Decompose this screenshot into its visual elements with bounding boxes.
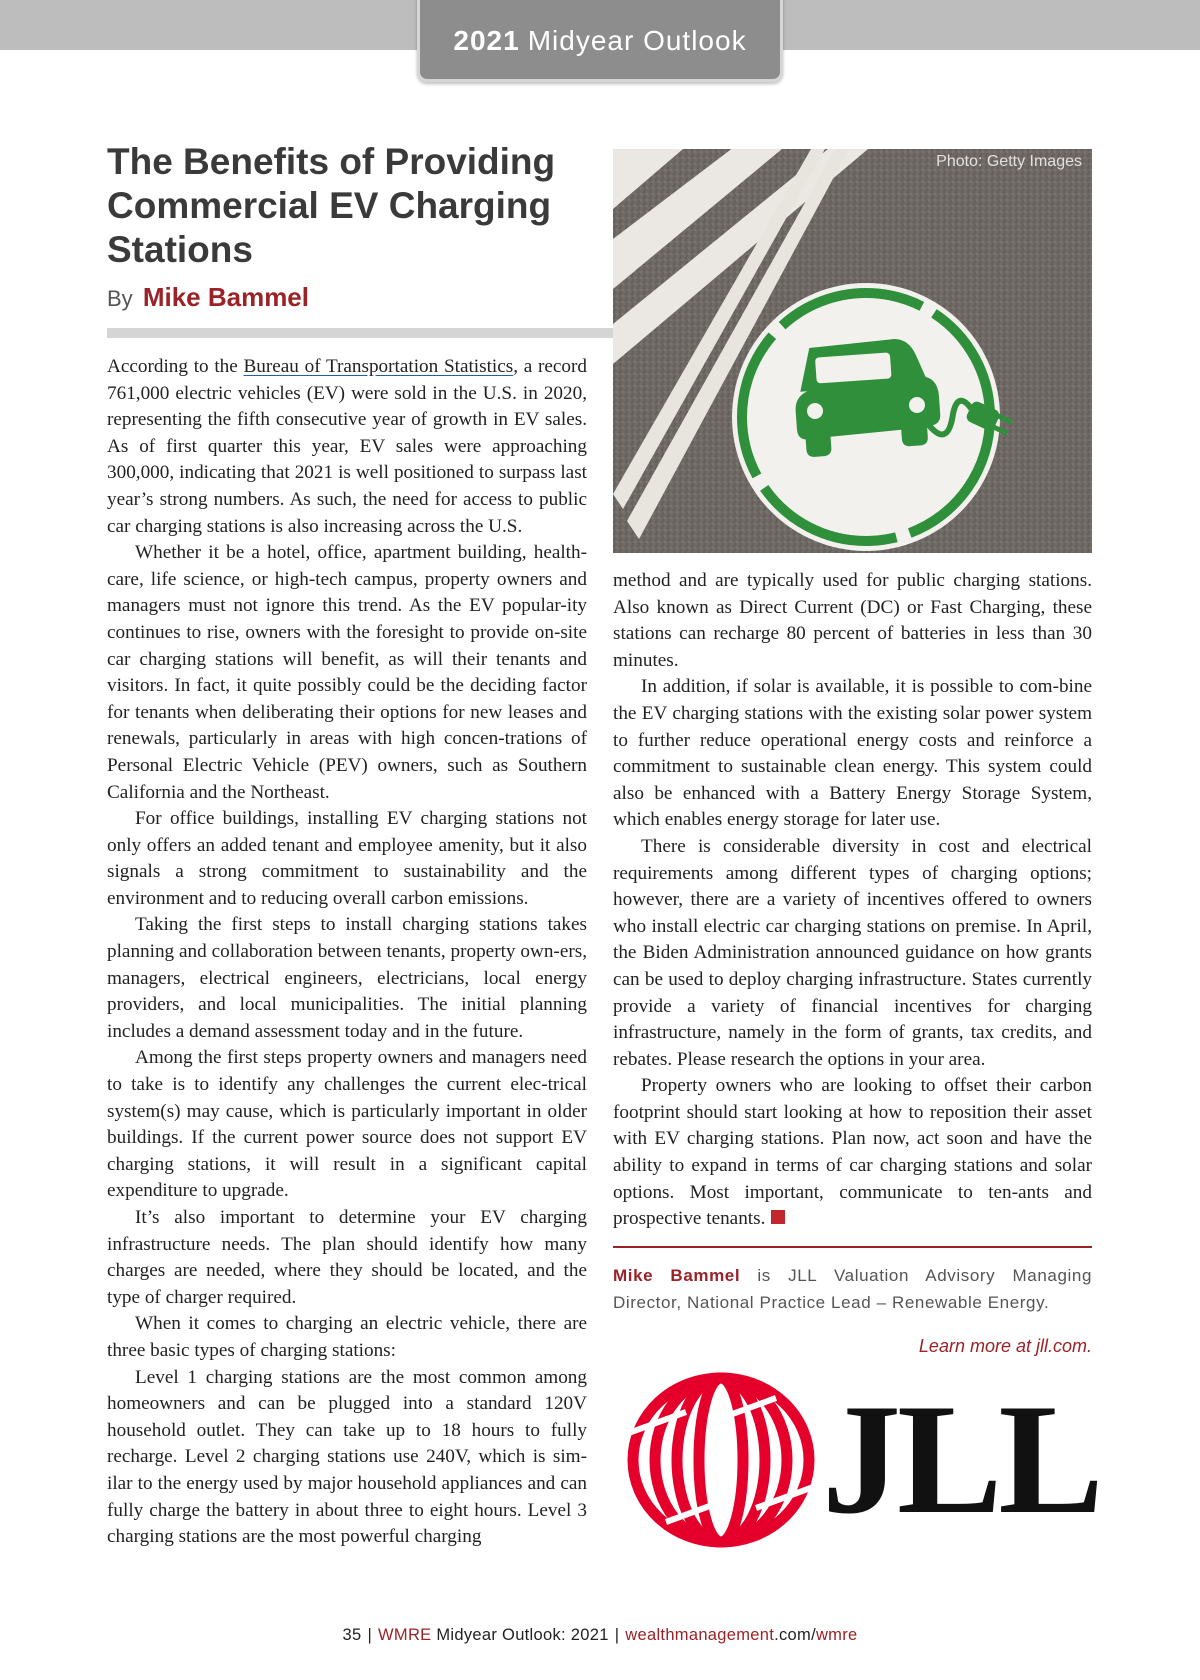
photo-credit: Photo: Getty Images <box>936 153 1082 170</box>
footer-brand: WMRE <box>378 1626 432 1644</box>
byline <box>107 282 309 313</box>
bts-link[interactable]: Bureau of Transportation Statistics <box>243 356 514 377</box>
footer-publication: Midyear Outlook: 2021 <box>436 1626 609 1644</box>
tab-label: Midyear Outlook <box>527 25 747 56</box>
paragraph-7: When it comes to charging an electric vehicle, there are three basic types of charging stations: <box>107 1313 587 1361</box>
article-column-right <box>613 568 1092 1233</box>
page-number: 35 <box>342 1626 362 1644</box>
end-mark-icon <box>771 1210 785 1224</box>
section-tab <box>417 0 783 82</box>
tab-year: 2021 <box>453 25 520 56</box>
ev-charging-photo <box>613 149 1092 553</box>
article-title: The Benefits of Providing Commercial EV Charging Stations <box>107 141 556 270</box>
paragraph-4: Taking the first steps to install charging stations takes planning and collaboration between tenants, property own-ers, managers, electrical engineers, electricians, local energy providers, and local municipalities. The initial planning includes a demand assessment today and in the future. <box>107 914 587 1042</box>
author-bio <box>613 1262 1092 1316</box>
paragraph-11: Property owners who are looking to offset their carbon footprint should start looking at how to reposition their asset with EV charging stations. Plan now, act soon and have the ability to expand in terms of car charging stations and solar options. Most important, communicate to ten-ants and prospective tenants. <box>613 1075 1092 1230</box>
jll-logo-text: JLL <box>822 1372 1100 1547</box>
bio-name: Mike Bammel <box>613 1266 741 1285</box>
learn-more-link[interactable]: Learn more at jll.com. <box>918 1336 1092 1356</box>
byline-label: By <box>107 286 133 311</box>
paragraph-8-continued: method and are typically used for public charging stations. Also known as Direct Current (DC) or Fast Charging, these stations can recharge 80 percent of batteries in less than 30 minutes. <box>613 570 1092 671</box>
bio-divider <box>613 1246 1092 1248</box>
page-footer: 35 | WMRE Midyear Outlook: 2021 | wealthmanagement.com/wmre <box>342 1626 858 1644</box>
bio-text: is JLL Valuation Advisory Managing Director, National Practice Lead – Renewable Energy. <box>613 1266 1092 1312</box>
paragraph-9: In addition, if solar is available, it is possible to com-bine the EV charging stations with the existing solar power system to further reduce operational energy costs and reinforce a commitment to sustainable clean energy. This system could also be enhanced with a Battery Energy Storage System, which enables energy storage for later use. <box>613 676 1092 831</box>
paragraph-1: According to the Bureau of Transportation Statistics, a record 761,000 electric vehicles (EV) were sold in the U.S. in 2020, representing the fifth consecutive year of growth in EV sales. As of first quarter this year, EV sales were approaching 300,000, indicating that 2021 is well positioned to surpass last year’s strong numbers. As such, the need for access to public car charging stations is also increasing across the U.S. <box>107 356 587 537</box>
ev-parking-illustration <box>613 149 1092 553</box>
jll-logo <box>626 1372 1100 1548</box>
article-column-left <box>107 354 587 1551</box>
paragraph-5: Among the first steps property owners and managers need to take is to identify any challenges the current elec-trical system(s) may cause, which is particularly important in older buildings. If the current power source does not support EV charging stations, it will result in a significant capital expenditure to upgrade. <box>107 1047 587 1202</box>
jll-logo-mark <box>626 1372 816 1548</box>
paragraph-8: Level 1 charging stations are the most common among homeowners and can be plugged into a standard 120V household outlet. They can take up to 18 hours to fully recharge. Level 2 charging stations use 240V, which is sim-ilar to the energy used by major household appliances and can fully charge the battery in about three to eight hours. Level 3 charging stations are the most powerful charging <box>107 1366 587 1548</box>
paragraph-6: It’s also important to determine your EV charging infrastructure needs. The plan should identify how many charges are needed, where they should be located, and the type of charger required. <box>107 1207 587 1308</box>
title-divider <box>107 328 615 338</box>
paragraph-10: There is considerable diversity in cost and electrical requirements among different types of charging options; however, there are a variety of incentives offered to owners who install electric car charging stations on premise. In April, the Biden Administration announced guidance on how grants can be used to deploy charging infrastructure. States currently provide a variety of financial incentives for charging infrastructure, namely in the form of grants, tax credits, and rebates. Please research the options in your area. <box>613 835 1092 1070</box>
byline-author: Mike Bammel <box>142 282 309 312</box>
paragraph-3: For office buildings, installing EV charging stations not only offers an added tenant and employee amenity, but it also signals a strong commitment to sustainability and the environment and to reducing overall carbon emissions. <box>107 808 587 909</box>
paragraph-2: Whether it be a hotel, office, apartment building, health-care, life science, or high-tech campus, property owners and managers must not ignore this trend. As the EV popular-ity continues to rise, owners with the foresight to provide on-site car charging stations will benefit, as will their tenants and visitors. In fact, it quite possibly could be the deciding factor for tenants when deliberating their options for new leases and renewals, particularly in areas with high concen-trations of Personal Electric Vehicle (PEV) owners, such as Southern California and the Northeast. <box>107 542 587 803</box>
footer-site[interactable]: wealthmanagement <box>625 1626 775 1644</box>
